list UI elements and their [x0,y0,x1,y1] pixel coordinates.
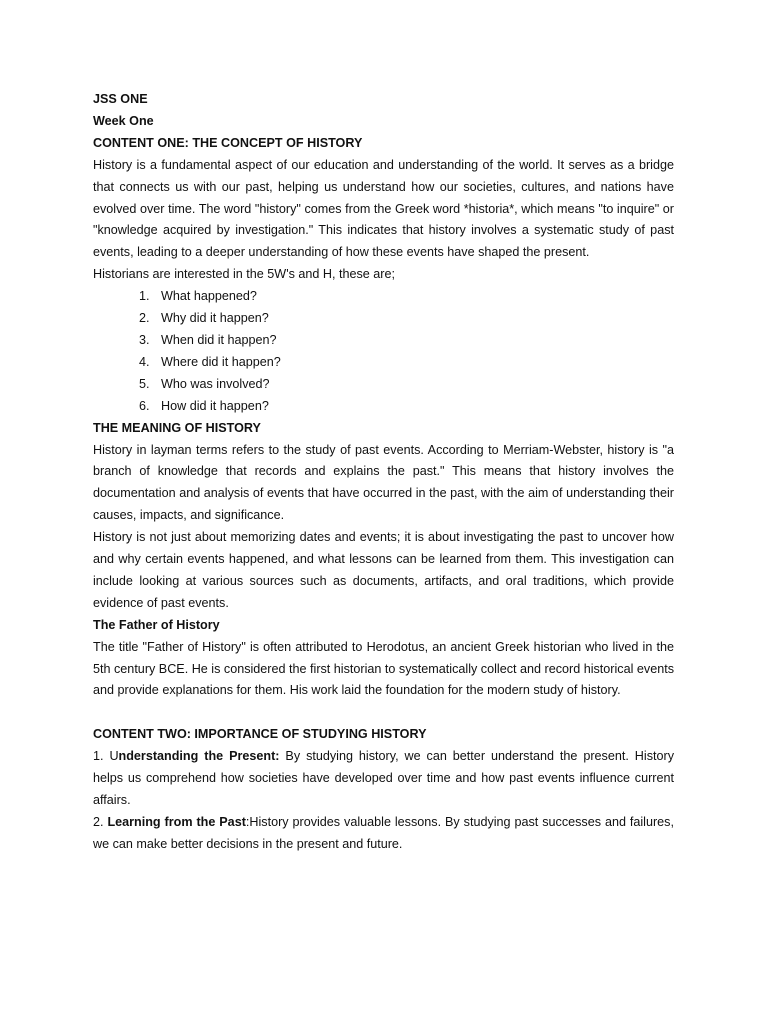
importance-item-2: 2. Learning from the Past:History provides valuable lessons. By studying past successes and failures, we can make better decisions in the present and future. [93,814,674,851]
content-two-heading: CONTENT TWO: IMPORTANCE OF STUDYING HISTORY [93,727,427,742]
content-one-heading: CONTENT ONE: THE CONCEPT OF HISTORY [93,135,363,150]
list-item: 6. How did it happen? [139,398,269,413]
meaning-heading: THE MEANING OF HISTORY [93,420,261,435]
concept-intro-paragraph: History is a fundamental aspect of our education and understanding of the world. It serves as a bridge that connects us with our past, helping us understand how our societies, cultures, and nations have evolved over time. The word "history" comes from the Greek word *historia*, which means "to inquire" or "knowledge acquired by investigation." This indicates that history involves a systematic study of past events, leading to a deeper understanding of how these events have shaped the present. [93,157,674,260]
fivew-question-list [93,286,674,417]
class-label: JSS ONE [93,92,148,106]
week-label: Week One [93,113,154,128]
importance-item-1: 1. Understanding the Present: By studying history, we can better understand the present. History helps us comprehend how societies have developed over time and how past events influence current affairs. [93,749,674,807]
spacer [93,702,674,724]
list-item: 5. Who was involved? [139,376,270,391]
list-item: 3. When did it happen? [139,332,277,347]
list-item: 2. Why did it happen? [139,311,269,326]
meaning-paragraph-1: History in layman terms refers to the study of past events. According to Merriam-Webster, history is "a branch of knowledge that records and explains the past." This means that history involves the documentation and analysis of events that have occurred in the past, with the aim of understanding their causes, impacts, and significance. [93,442,674,523]
fivew-intro: Historians are interested in the 5W's and H, these are; [93,267,396,282]
list-item: 4. Where did it happen? [139,354,281,369]
list-item: 1. What happened? [139,289,257,304]
meaning-paragraph-2: History is not just about memorizing dates and events; it is about investigating the past to uncover how and why certain events happened, and what lessons can be learned from them. This investigation can include looking at various sources such as documents, artifacts, and oral traditions, which provide evidence of past events. [93,530,674,610]
father-paragraph: The title "Father of History" is often attributed to Herodotus, an ancient Greek historian who lived in the 5th century BCE. He is considered the first historian to systematically collect and record historical events and provide explanations for them. His work laid the foundation for the modern study of history. [93,639,674,698]
father-heading: The Father of History [93,617,220,632]
